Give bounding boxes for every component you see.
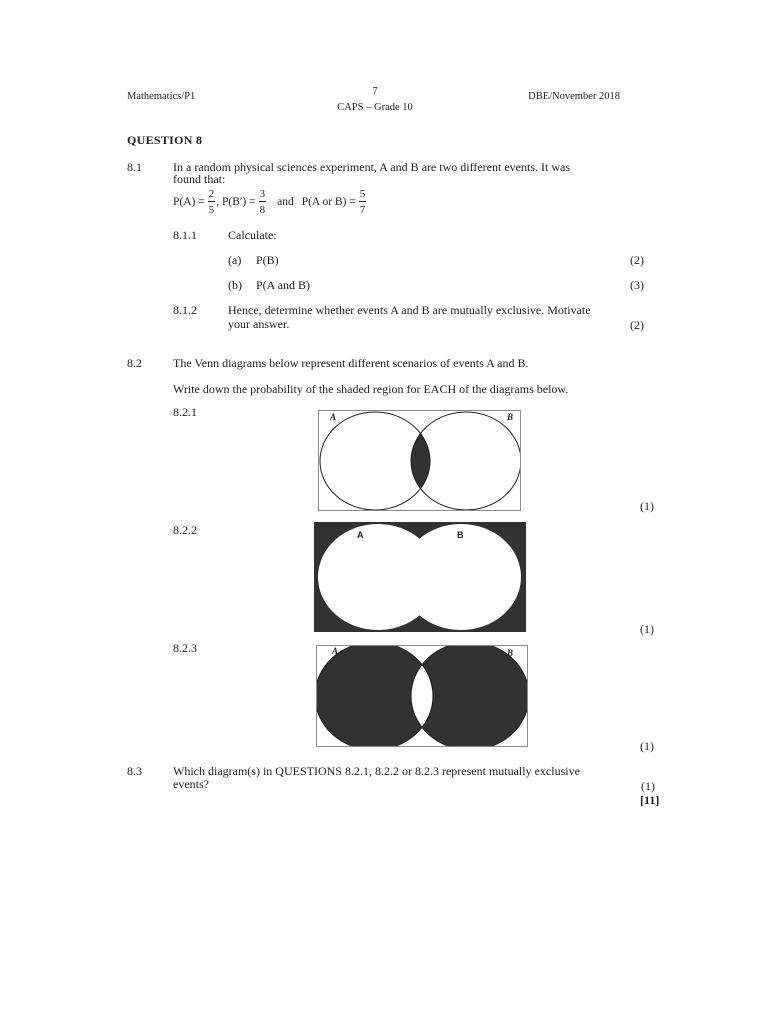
formula-pa-label: P(A) = bbox=[173, 196, 205, 208]
q8-1-2-marks: (2) bbox=[630, 318, 644, 332]
venn-diagram-8-2-1 bbox=[318, 410, 521, 511]
venn-label-b: B bbox=[457, 530, 464, 540]
q8-1-1-b-label: (b) bbox=[228, 278, 242, 292]
q8-2-intro: The Venn diagrams below represent different scenarios of events A and B. bbox=[173, 356, 529, 370]
venn-label-a: A bbox=[330, 412, 337, 422]
q8-1-1-number: 8.1.1 bbox=[173, 228, 197, 242]
fraction-pa bbox=[208, 188, 216, 216]
q8-1-1-b-marks: (3) bbox=[630, 278, 644, 292]
header-exam: DBE/November 2018 bbox=[528, 91, 620, 102]
q8-2-instruction: Write down the probability of the shaded region for EACH of the diagrams below. bbox=[173, 382, 569, 396]
question-total-marks: [11] bbox=[640, 793, 660, 807]
formula-pb-complement-label: , P(B′) = bbox=[216, 196, 256, 208]
q8-3-text-line-1: Which diagram(s) in QUESTIONS 8.2.1, 8.2.2 or 8.2.3 represent mutually exclusive bbox=[173, 764, 580, 778]
question-title: QUESTION 8 bbox=[127, 133, 203, 147]
fraction-pa-numerator: 2 bbox=[208, 188, 215, 200]
formula-and: and bbox=[277, 196, 294, 208]
q8-2-1-marks: (1) bbox=[640, 499, 654, 513]
q8-3-number: 8.3 bbox=[127, 764, 142, 778]
q8-1-text-line-1: In a random physical sciences experiment, A and B are two different events. It was bbox=[173, 160, 570, 174]
fraction-pa-denominator: 5 bbox=[208, 204, 215, 216]
fraction-pa-or-b-numerator: 5 bbox=[359, 188, 366, 200]
q8-2-3-marks: (1) bbox=[640, 739, 654, 753]
fraction-pb-complement-denominator: 8 bbox=[259, 204, 266, 216]
q8-1-1-a-label: (a) bbox=[228, 253, 242, 267]
q8-1-2-text-line-1: Hence, determine whether events A and B are mutually exclusive. Motivate bbox=[228, 303, 591, 317]
fraction-pa-or-b bbox=[359, 188, 367, 216]
q8-2-2-marks: (1) bbox=[640, 622, 654, 636]
q8-1-2-text-line-2: your answer. bbox=[228, 317, 290, 331]
q8-1-2-number: 8.1.2 bbox=[173, 303, 197, 317]
q8-1-1-b-text: P(A and B) bbox=[256, 278, 310, 292]
header-page-number: 7 bbox=[372, 86, 378, 97]
venn-regions bbox=[318, 410, 521, 511]
header-subject: Mathematics/P1 bbox=[127, 91, 196, 102]
venn-label-a: A bbox=[357, 530, 364, 540]
venn-label-a: A bbox=[332, 646, 339, 656]
venn-diagram-8-2-3 bbox=[316, 645, 528, 747]
q8-1-number: 8.1 bbox=[127, 160, 142, 174]
fraction-pa-or-b-denominator: 7 bbox=[359, 204, 366, 216]
formula-pa-or-b-label: P(A or B) = bbox=[301, 196, 356, 208]
q8-3-text-line-2: events? bbox=[173, 777, 209, 791]
q8-2-2-number: 8.2.2 bbox=[173, 523, 197, 537]
venn-diagram-8-2-2 bbox=[314, 522, 526, 632]
q8-1-1-a-text: P(B) bbox=[256, 253, 279, 267]
venn-regions bbox=[314, 522, 526, 632]
venn-label-b: B bbox=[507, 412, 514, 422]
venn-regions bbox=[316, 645, 528, 747]
q8-2-number: 8.2 bbox=[127, 356, 142, 370]
venn-label-b: B bbox=[507, 648, 514, 658]
q8-1-text-line-2: found that: bbox=[173, 172, 226, 186]
q8-1-1-text: Calculate: bbox=[228, 228, 277, 242]
q8-2-3-number: 8.2.3 bbox=[173, 641, 197, 655]
q8-2-1-number: 8.2.1 bbox=[173, 405, 197, 419]
probability-givens bbox=[173, 187, 367, 217]
fraction-pb-complement bbox=[259, 188, 267, 216]
fraction-pb-complement-numerator: 3 bbox=[259, 188, 266, 200]
header-curriculum: CAPS – Grade 10 bbox=[337, 102, 413, 113]
q8-1-1-a-marks: (2) bbox=[630, 253, 644, 267]
q8-3-marks: (1) bbox=[641, 779, 655, 793]
